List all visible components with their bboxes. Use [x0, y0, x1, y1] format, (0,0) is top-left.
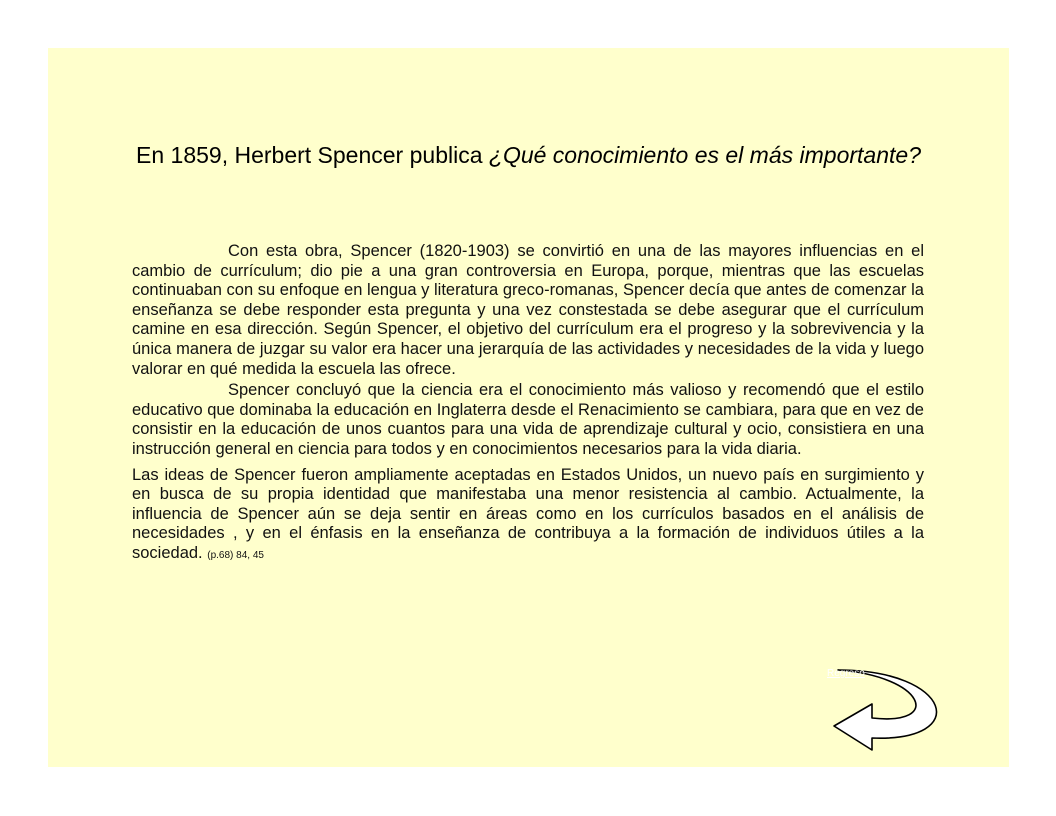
- paragraph-1: Con esta obra, Spencer (1820-1903) se convirtió en una de las mayores influencias en el cambio de currículum; dio pie a una gran controversia en Europa, porque, mientras que las escuelas continuaban con su enfoque en lengua y literatura greco-romanas, Spencer decía que antes de comenzar la enseñanza se debe responder esta pregunta y una vez constestada se debe asegurar que el currículum camine en esa dirección. Según Spencer, el objetivo del currículum era el progreso y la sobrevivencia y la única manera de juzgar su valor era hacer una jerarquía de las actividades y necesidades de la vida y luego valorar en qué medida la escuela las ofrece.: [132, 242, 924, 378]
- body-text: [132, 242, 924, 566]
- citation: (p.68) 84, 45: [207, 549, 264, 561]
- slide: [48, 48, 1009, 767]
- title-book-name: ¿Qué conocimiento es el más importante?: [488, 142, 921, 168]
- page-title: [48, 140, 1009, 170]
- paragraph-2: Spencer concluyó que la ciencia era el conocimiento más valioso y recomendó que el estilo educativo que dominaba la educación en Inglaterra desde el Renacimiento se cambiara, para que en vez de consistir en la educación de unos cuantos para una vida de aprendizaje cultural y ocio, consistiera en una instrucción general en ciencia para todos y en conocimientos necesarios para la vida diaria.: [132, 381, 924, 458]
- paragraph-3-text: Las ideas de Spencer fueron ampliamente aceptadas en Estados Unidos, un nuevo país en surgimiento y en busca de su propia identidad que manifestaba una menor resistencia al cambio. Actualmente, la influencia de Spencer aún se deja sentir en áreas como en los currículos basados en el análisis de necesidades , y en el énfasis en la enseñanza de contribuya a la formación de individuos útiles a la sociedad.: [132, 465, 924, 562]
- return-link[interactable]: Regreso: [827, 668, 865, 679]
- paragraph-3: [132, 466, 924, 566]
- title-text: En 1859, Herbert Spencer publica: [136, 142, 489, 168]
